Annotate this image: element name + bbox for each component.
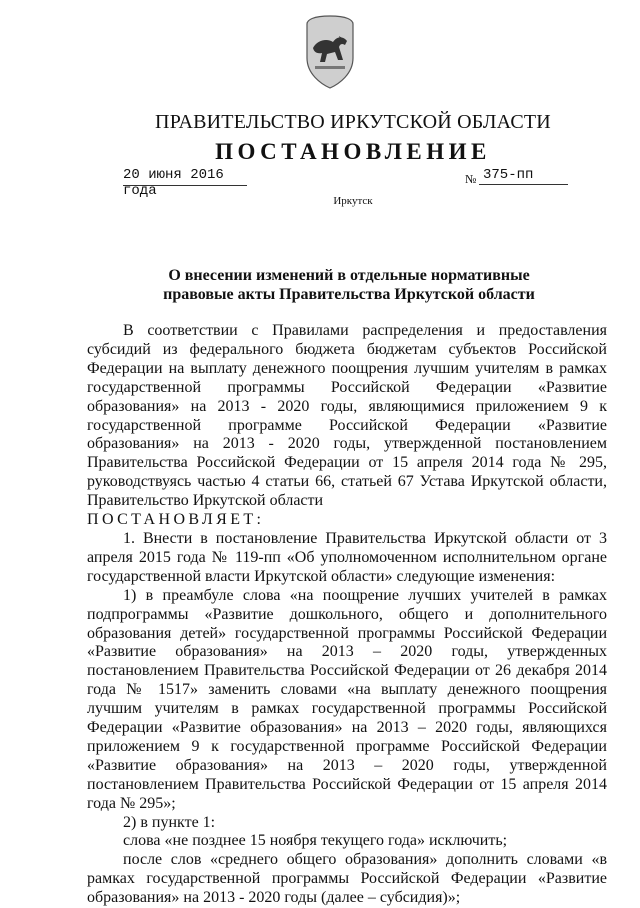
clause-paragraph: 1. Внести в постановление Правительства Иркутской области от 3 апреля 2015 года № 119-пп «Об уполномоченном исполнительном органе государственной власти Иркутской области» следующие изменения: bbox=[87, 529, 607, 585]
title-line: О внесении изменений в отдельные нормативные bbox=[168, 267, 530, 284]
clause-paragraph: 1) в преамбуле слова «на поощрение лучших учителей в рамках подпрограммы «Развитие дошкольного, общего и дополнительного образования детей» государственной программы Российской Федерации «Развитие образования» на 2013 – 2020 годы, утвержденных постановлением Правительства Российской Федерации от 26 декабря 2014 года № 1517» заменить словами «на выплату денежного поощрения лучшим учителям в рамках государственной программы Российской Федерации «Развитие образования» на 2013 – 2020 годы, являющихся приложением 9 к государственной программе Российской Федерации «Развитие образования» на 2013 – 2020 годы, утвержденной постановлением Правительства Российской Федерации от 15 апреля 2014 года № 295»; bbox=[87, 586, 607, 812]
government-name: ПРАВИТЕЛЬСТВО ИРКУТСКОЙ ОБЛАСТИ bbox=[155, 111, 551, 133]
clause-paragraph: после слов «среднего общего образования» дополнить словами «в рамках государственной программы Российской Федерации «Развитие образования» на 2013 - 2020 годы (далее – субсидия)»; bbox=[87, 851, 607, 907]
city: Иркутск bbox=[333, 195, 373, 207]
coat-of-arms-emblem bbox=[303, 14, 357, 90]
resolves-heading: ПОСТАНОВЛЯЕТ: bbox=[87, 511, 265, 529]
clause-paragraph: 2) в пункте 1: bbox=[123, 813, 216, 831]
clause-paragraph: слова «не позднее 15 ноября текущего года» исключить; bbox=[123, 832, 508, 850]
title-line: правовые акты Правительства Иркутской области bbox=[163, 286, 535, 303]
document-type: ПОСТАНОВЛЕНИЕ bbox=[215, 139, 491, 164]
number-sign: № bbox=[465, 172, 477, 186]
document-date: 20 июня 2016 года bbox=[123, 167, 247, 186]
document-title bbox=[87, 266, 611, 304]
document-body bbox=[87, 322, 607, 908]
preamble-paragraph: В соответствии с Правилами распределения и предоставления субсидий из федерального бюджета бюджетам субъектов Российской Федерации на выплату денежного поощрения лучшим учителям в рамках государственной программы Российской Федерации «Развитие образования» на 2013 - 2020 годы, являющимися приложением 9 к государственной программе Российской Федерации «Развитие образования» на 2013 - 2020 годы, утвержденной постановлением Правительства Российской Федерации от 15 апреля 2014 года № 295, руководствуясь частью 4 статьи 66, статьей 67 Устава Иркутской области, Правительство Иркутской области bbox=[87, 322, 607, 510]
document-number: 375-пп bbox=[479, 167, 568, 185]
